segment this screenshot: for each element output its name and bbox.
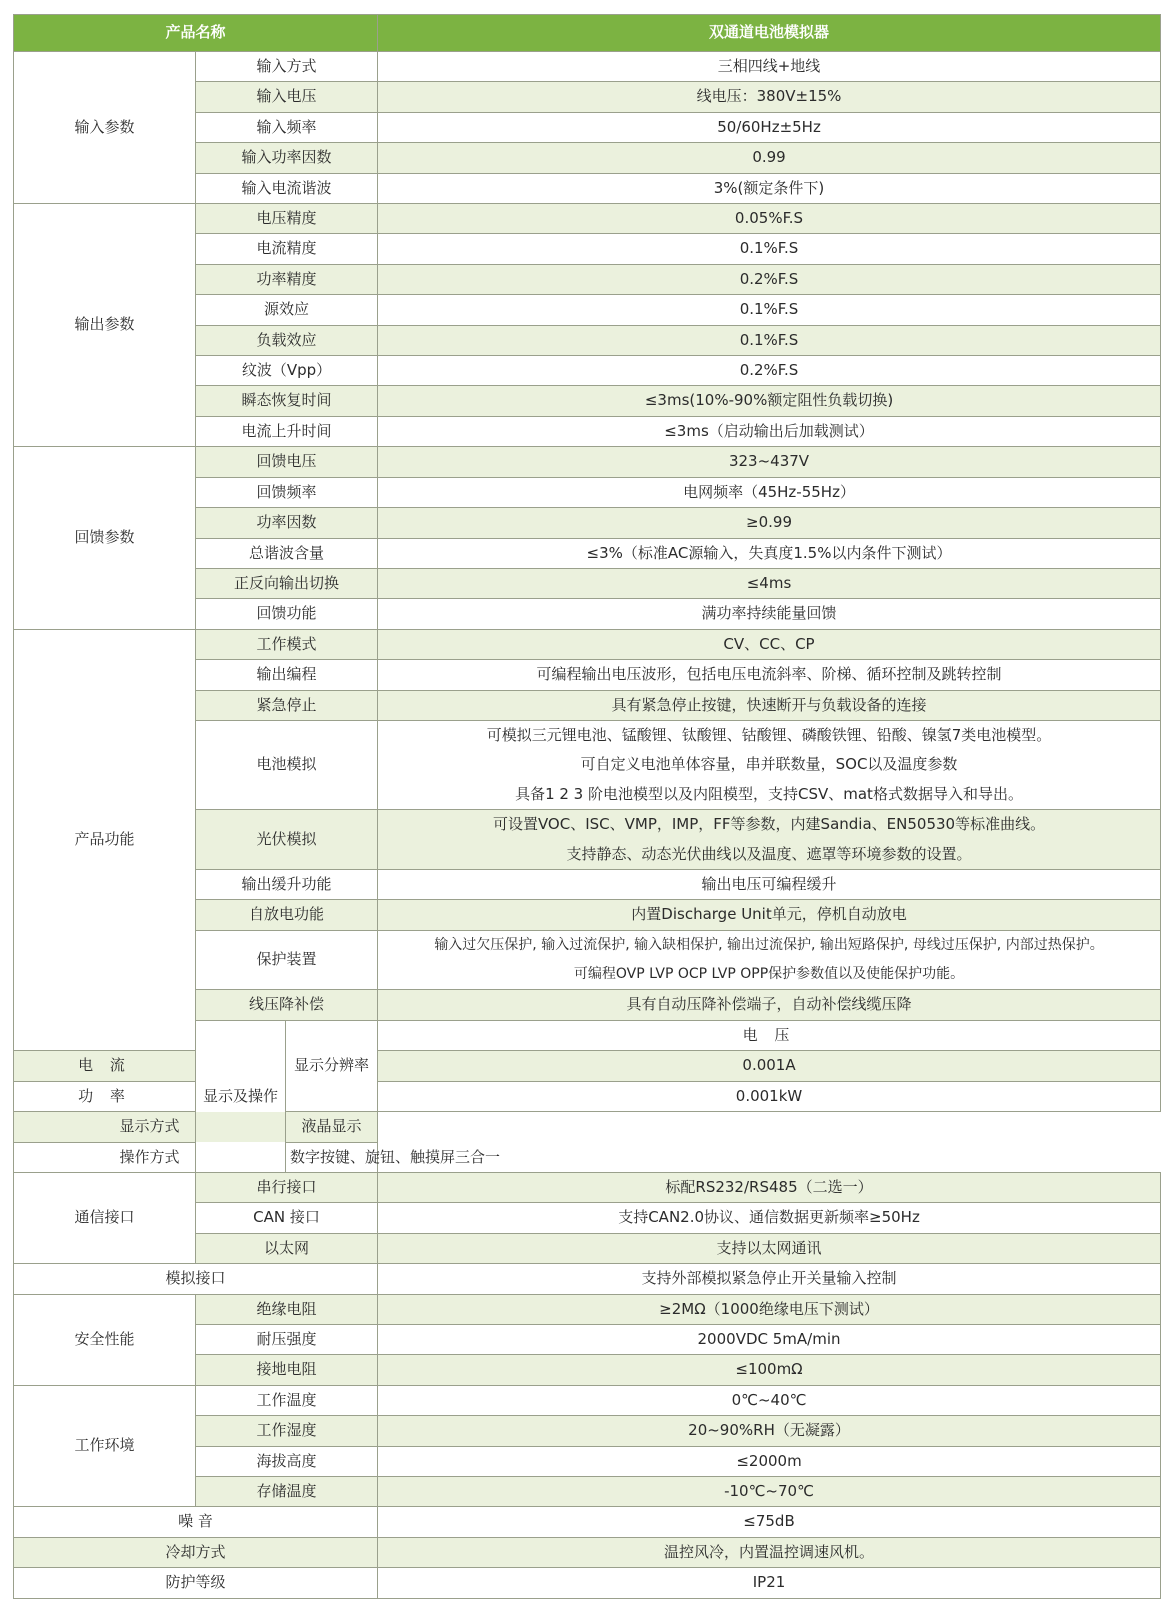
table-row <box>14 1051 1161 1081</box>
row-label: 存储温度 <box>196 1476 378 1506</box>
row-label: 工作湿度 <box>196 1416 378 1446</box>
row-value: 0.001A <box>378 1051 1161 1081</box>
row-label: 自放电功能 <box>196 900 378 930</box>
category-safety: 安全性能 <box>14 1294 196 1385</box>
row-value: ≤3ms(10%-90%额定阻性负载切换) <box>378 386 1161 416</box>
table-row <box>14 1081 1161 1111</box>
row-value: 可编程输出电压波形，包括电压电流斜率、阶梯、循环控制及跳转控制 <box>378 660 1161 690</box>
category-function: 产品功能 <box>14 629 196 1051</box>
row-label: 串行接口 <box>196 1172 378 1202</box>
row-label: 输入电流谐波 <box>196 173 378 203</box>
row-label: 输入频率 <box>196 112 378 142</box>
row-value: ≤3ms（启动输出后加载测试） <box>378 416 1161 446</box>
table-row <box>14 1537 1161 1567</box>
row-label: 海拔高度 <box>196 1446 378 1476</box>
row-label: 电 压 <box>378 1020 1161 1050</box>
row-value: 三相四线+地线 <box>378 52 1161 82</box>
row-value: 线电压：380V±15% <box>378 82 1161 112</box>
category-feedback: 回馈参数 <box>14 447 196 629</box>
value-line: 可模拟三元锂电池、锰酸锂、钛酸锂、钴酸锂、磷酸铁锂、铅酸、镍氢7类电池模型。 <box>486 725 1052 744</box>
row-value: 温控风冷，内置温控调速风机。 <box>378 1537 1161 1567</box>
row-label: 紧急停止 <box>196 690 378 720</box>
row-value: 3%(额定条件下) <box>378 173 1161 203</box>
value-line: 输入过欠压保护, 输入过流保护, 输入缺相保护, 输出过流保护, 输出短路保护, 母线过压保护, 内部过热保护。 <box>434 936 1104 953</box>
row-label: 电流上升时间 <box>196 416 378 446</box>
row-label: 输入功率因数 <box>196 143 378 173</box>
row-value: 支持以太网通讯 <box>378 1233 1161 1263</box>
row-value: 0.1%F.S <box>378 325 1161 355</box>
value-line: 可设置VOC、ISC、VMP，IMP，FF等参数，内建Sandia、EN50530等标准曲线。 <box>492 815 1046 834</box>
row-label: 源效应 <box>196 295 378 325</box>
category-input: 输入参数 <box>14 52 196 204</box>
row-value: IP21 <box>378 1568 1161 1598</box>
row-value: ≤75dB <box>378 1507 1161 1537</box>
row-label: 噪 音 <box>14 1507 378 1537</box>
row-label: 工作温度 <box>196 1385 378 1415</box>
row-value: 20~90%RH（无凝露） <box>378 1416 1161 1446</box>
row-label: 电池模拟 <box>196 720 378 809</box>
row-label: 正反向输出切换 <box>196 568 378 598</box>
row-value: 内置Discharge Unit单元，停机自动放电 <box>378 900 1161 930</box>
row-value-multiline <box>378 810 1161 870</box>
row-value: 满功率持续能量回馈 <box>378 599 1161 629</box>
table-row <box>14 204 1161 234</box>
row-label: 输入电压 <box>196 82 378 112</box>
row-label: CAN 接口 <box>196 1203 378 1233</box>
row-label: 功率精度 <box>196 264 378 294</box>
row-label: 接地电阻 <box>196 1355 378 1385</box>
row-value: 标配RS232/RS485（二选一） <box>378 1172 1161 1202</box>
row-value: 0.05%F.S <box>378 204 1161 234</box>
row-value: 输出电压可编程缓升 <box>378 869 1161 899</box>
row-value: 2000VDC 5mA/min <box>378 1324 1161 1354</box>
table-row <box>14 1112 1161 1142</box>
row-label: 输出缓升功能 <box>196 869 378 899</box>
row-label: 光伏模拟 <box>196 810 378 870</box>
category-output: 输出参数 <box>14 204 196 447</box>
row-value: 0.99 <box>378 143 1161 173</box>
row-label: 操作方式 <box>14 1142 286 1172</box>
row-label: 防护等级 <box>14 1568 378 1598</box>
row-value: 0.2%F.S <box>378 356 1161 386</box>
row-label: 瞬态恢复时间 <box>196 386 378 416</box>
row-value-multiline <box>378 720 1161 809</box>
spec-table <box>13 14 1161 1599</box>
row-value: 0℃~40℃ <box>378 1385 1161 1415</box>
row-value: 液晶显示 <box>286 1112 378 1142</box>
header-product: 双通道电池模拟器 <box>378 15 1161 52</box>
table-row <box>14 1568 1161 1598</box>
value-line: 可自定义电池单体容量，串并联数量，SOC以及温度参数 <box>580 755 958 774</box>
row-value: ≥2MΩ（1000绝缘电压下测试） <box>378 1294 1161 1324</box>
table-row <box>14 1507 1161 1537</box>
row-value: 0.001kW <box>378 1081 1161 1111</box>
row-label: 模拟接口 <box>14 1264 378 1294</box>
row-value: 具有自动压降补偿端子，自动补偿线缆压降 <box>378 990 1161 1020</box>
row-label: 保护装置 <box>196 930 378 990</box>
row-value: ≤3%（标准AC源输入，失真度1.5%以内条件下测试） <box>378 538 1161 568</box>
row-label: 显示方式 <box>14 1112 286 1142</box>
row-label: 电 流 <box>14 1051 196 1081</box>
row-value: ≥0.99 <box>378 508 1161 538</box>
table-row <box>14 1294 1161 1324</box>
row-value: 323~437V <box>378 447 1161 477</box>
row-label: 电流精度 <box>196 234 378 264</box>
row-value: -10℃~70℃ <box>378 1476 1161 1506</box>
header-name-label: 产品名称 <box>14 15 378 52</box>
row-value: ≤100mΩ <box>378 1355 1161 1385</box>
category-comm: 通信接口 <box>14 1172 196 1263</box>
row-label: 功 率 <box>14 1081 196 1111</box>
table-row <box>14 52 1161 82</box>
row-label: 纹波（Vpp） <box>196 356 378 386</box>
row-value: ≤4ms <box>378 568 1161 598</box>
row-label: 回馈电压 <box>196 447 378 477</box>
row-label: 以太网 <box>196 1233 378 1263</box>
table-row <box>14 629 1161 659</box>
row-label: 工作模式 <box>196 629 378 659</box>
category-display: 显示及操作 <box>196 1020 286 1172</box>
row-label: 负载效应 <box>196 325 378 355</box>
row-value: 数字按键、旋钮、触摸屏三合一 <box>286 1142 378 1172</box>
row-label: 冷却方式 <box>14 1537 378 1567</box>
value-line: 可编程OVP LVP OCP LVP OPP保护参数值以及使能保护功能。 <box>573 966 965 983</box>
row-value: ≤2000m <box>378 1446 1161 1476</box>
row-value: 0.1%F.S <box>378 234 1161 264</box>
row-label: 耐压强度 <box>196 1324 378 1354</box>
value-line: 支持静态、动态光伏曲线以及温度、遮罩等环境参数的设置。 <box>566 844 972 863</box>
row-value-multiline <box>378 930 1161 990</box>
row-label: 回馈频率 <box>196 477 378 507</box>
row-value: 具有紧急停止按键，快速断开与负载设备的连接 <box>378 690 1161 720</box>
resolution-label: 显示分辨率 <box>286 1020 378 1111</box>
row-label: 输出编程 <box>196 660 378 690</box>
row-value: CV、CC、CP <box>378 629 1161 659</box>
row-value: 电网频率（45Hz-55Hz） <box>378 477 1161 507</box>
row-label: 总谐波含量 <box>196 538 378 568</box>
row-label: 绝缘电阻 <box>196 1294 378 1324</box>
table-row <box>14 1385 1161 1415</box>
table-row <box>14 1264 1161 1294</box>
table-row <box>14 1172 1161 1202</box>
row-label: 回馈功能 <box>196 599 378 629</box>
row-label: 电压精度 <box>196 204 378 234</box>
table-row <box>14 1142 1161 1172</box>
table-row <box>14 447 1161 477</box>
row-label: 功率因数 <box>196 508 378 538</box>
row-value: 0.2%F.S <box>378 264 1161 294</box>
row-value: 支持CAN2.0协议、通信数据更新频率≥50Hz <box>378 1203 1161 1233</box>
value-line: 具备1 2 3 阶电池模型以及内阻模型，支持CSV、mat格式数据导入和导出。 <box>515 784 1023 803</box>
spec-table-container <box>13 14 1160 1599</box>
row-value: 支持外部模拟紧急停止开关量输入控制 <box>378 1264 1161 1294</box>
row-value: 0.1%F.S <box>378 295 1161 325</box>
row-value: 50/60Hz±5Hz <box>378 112 1161 142</box>
row-label: 输入方式 <box>196 52 378 82</box>
category-environment: 工作环境 <box>14 1385 196 1507</box>
row-label: 线压降补偿 <box>196 990 378 1020</box>
header-row <box>14 15 1161 52</box>
